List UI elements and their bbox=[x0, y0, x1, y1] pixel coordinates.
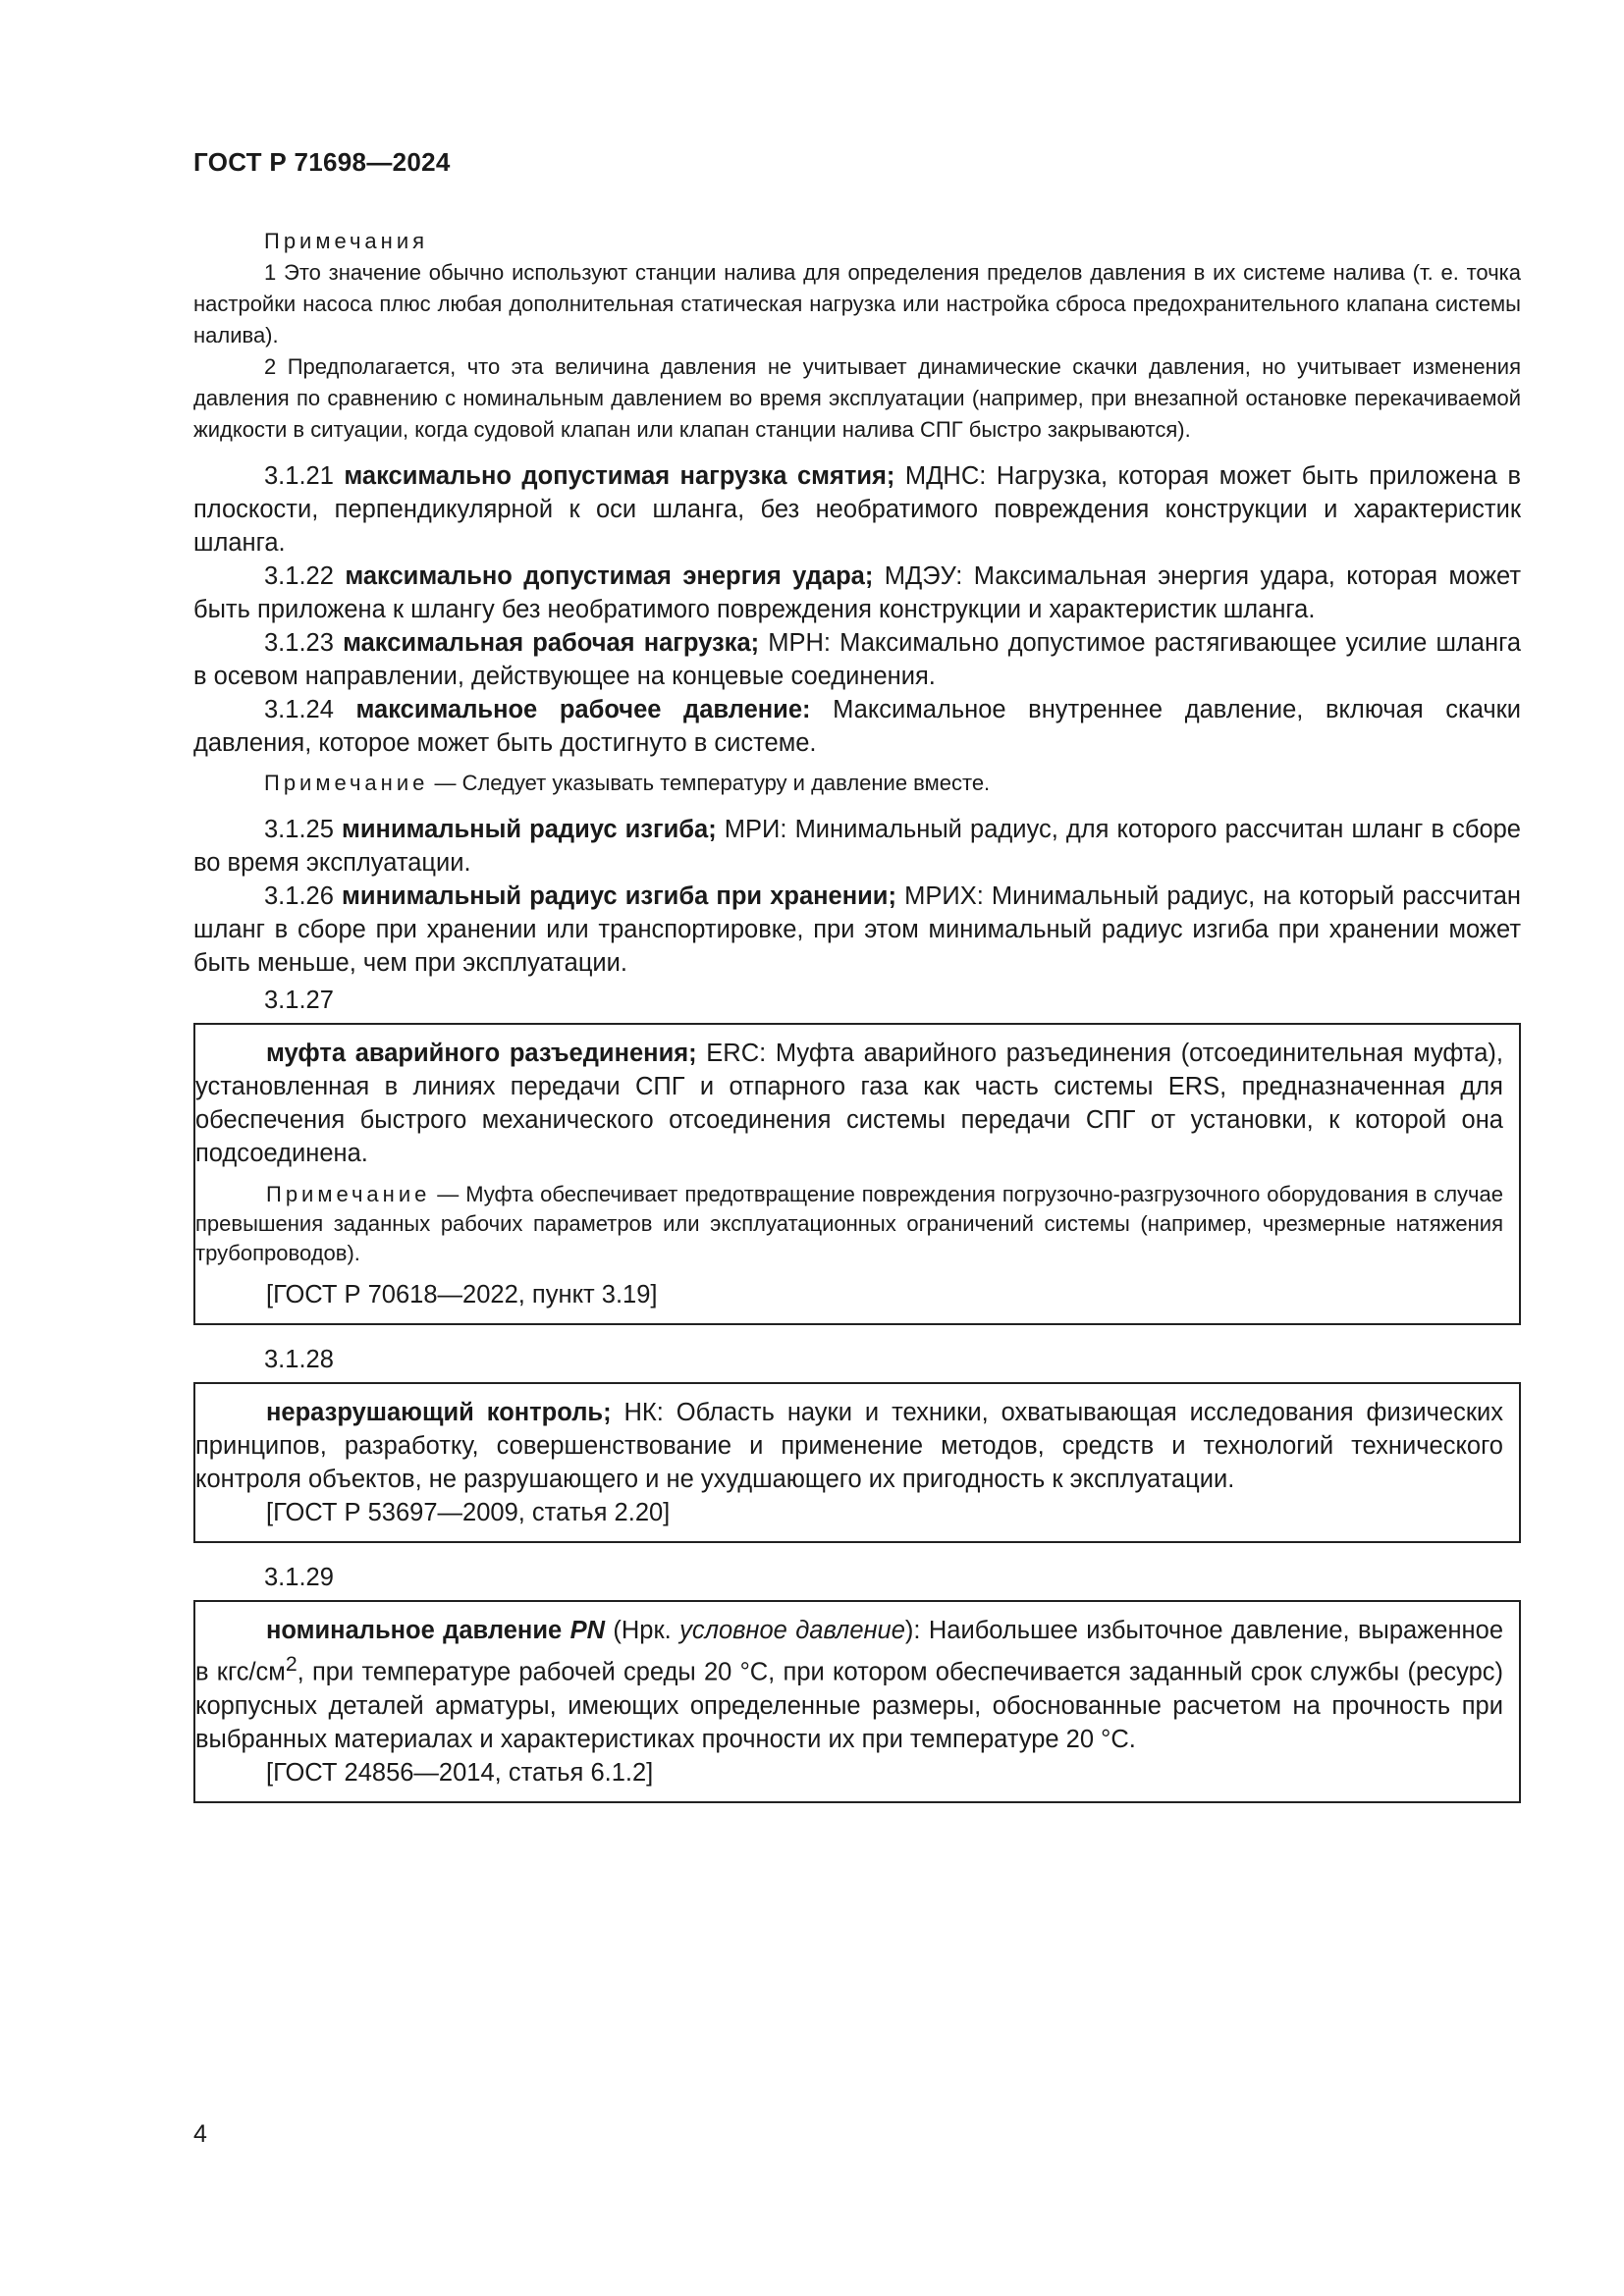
term-number-3-1-28: 3.1.28 bbox=[264, 1346, 334, 1373]
term-name: минимальный радиус изгиба при хранении; bbox=[342, 882, 896, 910]
notes-top bbox=[193, 226, 1521, 446]
term-number-3-1-27: 3.1.27 bbox=[264, 987, 334, 1014]
term-name: неразрушающий контроль; bbox=[266, 1399, 612, 1426]
term-symbol: PN bbox=[569, 1617, 605, 1644]
term-3-1-21 bbox=[193, 459, 1521, 560]
term-number: 3.1.22 bbox=[264, 562, 334, 590]
note-3-1-24 bbox=[193, 768, 1521, 799]
term-name: минимальный радиус изгиба; bbox=[342, 816, 717, 843]
term-definition-a: ): Наибольшее избыточное давление, выраженное в кгс/см bbox=[195, 1617, 1504, 1686]
note-label: Примечание bbox=[264, 771, 429, 795]
term-3-1-25 bbox=[193, 813, 1521, 880]
page-content bbox=[193, 226, 1521, 1821]
term-number-3-1-29: 3.1.29 bbox=[264, 1564, 334, 1591]
term-number: 3.1.23 bbox=[264, 629, 334, 657]
term-3-1-23 bbox=[193, 626, 1521, 693]
paren-open: (Нрк. bbox=[605, 1617, 680, 1644]
term-number: 3.1.26 bbox=[264, 882, 334, 910]
note-item-2: 2 Предполагается, что эта величина давления не учитывает динамические скачки давления, но учитывает изменения давления по сравнению с номинальным давлением во время эксплуатации (например, при внезапной остановке перекачиваемой жидкости в ситуации, когда судовой клапан или клапан станции налива СПГ быстро закрываются). bbox=[193, 354, 1521, 442]
term-name: муфта аварийного разъединения; bbox=[266, 1040, 697, 1067]
deprecated-term: условное давление bbox=[679, 1617, 905, 1644]
source-reference: [ГОСТ Р 70618—2022, пункт 3.19] bbox=[266, 1281, 658, 1308]
box-definition bbox=[195, 1614, 1503, 1756]
term-definition: МРИХ: Минимальный радиус, на который рассчитан шланг в сборе при хранении или транспортировке, при этом минимальный радиус изгиба при хранении может быть меньше, чем при эксплуатации. bbox=[193, 882, 1521, 977]
term-definition: МДЭУ: Максимальная энергия удара, которая может быть приложена к шлангу без необратимого повреждения конструкции и характеристик шланга. bbox=[193, 562, 1522, 623]
term-name: максимально допустимая нагрузка смятия; bbox=[344, 462, 895, 490]
term-number: 3.1.21 bbox=[264, 462, 334, 490]
term-box-3-1-27 bbox=[193, 1023, 1521, 1325]
note-text: — Муфта обеспечивает предотвращение повреждения погрузочно-разгрузочного оборудования в случае превышения заданных рабочих параметров или эксплуатационных ограничений системы (например, чрезмерные натяжения трубопроводов). bbox=[195, 1182, 1503, 1265]
term-box-3-1-29 bbox=[193, 1600, 1521, 1803]
term-name: номинальное давление bbox=[266, 1617, 563, 1644]
term-box-3-1-28 bbox=[193, 1382, 1521, 1543]
box-note bbox=[195, 1180, 1503, 1268]
term-definition: МРИ: Минимальный радиус, для которого рассчитан шланг в сборе во время эксплуатации. bbox=[193, 816, 1521, 877]
term-number: 3.1.25 bbox=[264, 816, 334, 843]
term-name: максимальное рабочее давление: bbox=[355, 696, 811, 723]
term-definition: НК: Область науки и техники, охватывающая исследования физических принципов, разработку, совершенствование и применение методов, средств и технологий технического контроля объектов, не разрушающего и не ухудшающего их пригодность к эксплуатации. bbox=[195, 1399, 1503, 1493]
document-header: ГОСТ Р 71698—2024 bbox=[193, 147, 451, 177]
term-3-1-26 bbox=[193, 880, 1521, 980]
term-definition: Максимальное внутреннее давление, включая скачки давления, которое может быть достигнуто в системе. bbox=[193, 696, 1522, 757]
term-name: максимальная рабочая нагрузка; bbox=[343, 629, 760, 657]
term-number: 3.1.24 bbox=[264, 696, 334, 723]
term-3-1-24 bbox=[193, 693, 1521, 760]
note-item-1: 1 Это значение обычно используют станции налива для определения пределов давления в их системе налива (т. е. точка настройки насоса плюс любая дополнительная статическая нагрузка или настройка сброса предохранительного клапана системы налива). bbox=[193, 260, 1521, 347]
term-definition-b: , при температуре рабочей среды 20 °С, при котором обеспечивается заданный срок службы (ресурс) корпусных деталей арматуры, имеющих определенные размеры, обоснованные расчетом на прочность при выбранных материалах и характеристиках прочности их при температуре 20 °С. bbox=[195, 1658, 1503, 1753]
source-reference: [ГОСТ 24856—2014, статья 6.1.2] bbox=[266, 1758, 654, 1787]
page-number: 4 bbox=[193, 2120, 207, 2148]
note-text: — Следует указывать температуру и давление вместе. bbox=[428, 771, 991, 795]
term-definition: ERC: Муфта аварийного разъединения (отсоединительная муфта), установленная в линиях передачи СПГ и отпарного газа как часть системы ERS, предназначенная для обеспечения быстрого механического отсоединения системы передачи СПГ от установки, к которой она подсоединена. bbox=[195, 1040, 1503, 1167]
superscript: 2 bbox=[285, 1652, 298, 1676]
note-label: Примечание bbox=[266, 1182, 431, 1206]
box-definition bbox=[195, 1396, 1503, 1496]
notes-title: Примечания bbox=[264, 229, 429, 253]
term-3-1-22 bbox=[193, 560, 1521, 626]
source-reference: [ГОСТ Р 53697—2009, статья 2.20] bbox=[266, 1499, 671, 1526]
term-definition: МРН: Максимально допустимое растягивающее усилие шланга в осевом направлении, действующее на концевые соединения. bbox=[193, 629, 1521, 690]
box-definition bbox=[195, 1037, 1503, 1170]
term-definition: МДНС: Нагрузка, которая может быть приложена в плоскости, перпендикулярной к оси шланга, без необратимого повреждения конструкции и характеристик шланга. bbox=[193, 462, 1521, 557]
term-name: максимально допустимая энергия удара; bbox=[345, 562, 874, 590]
